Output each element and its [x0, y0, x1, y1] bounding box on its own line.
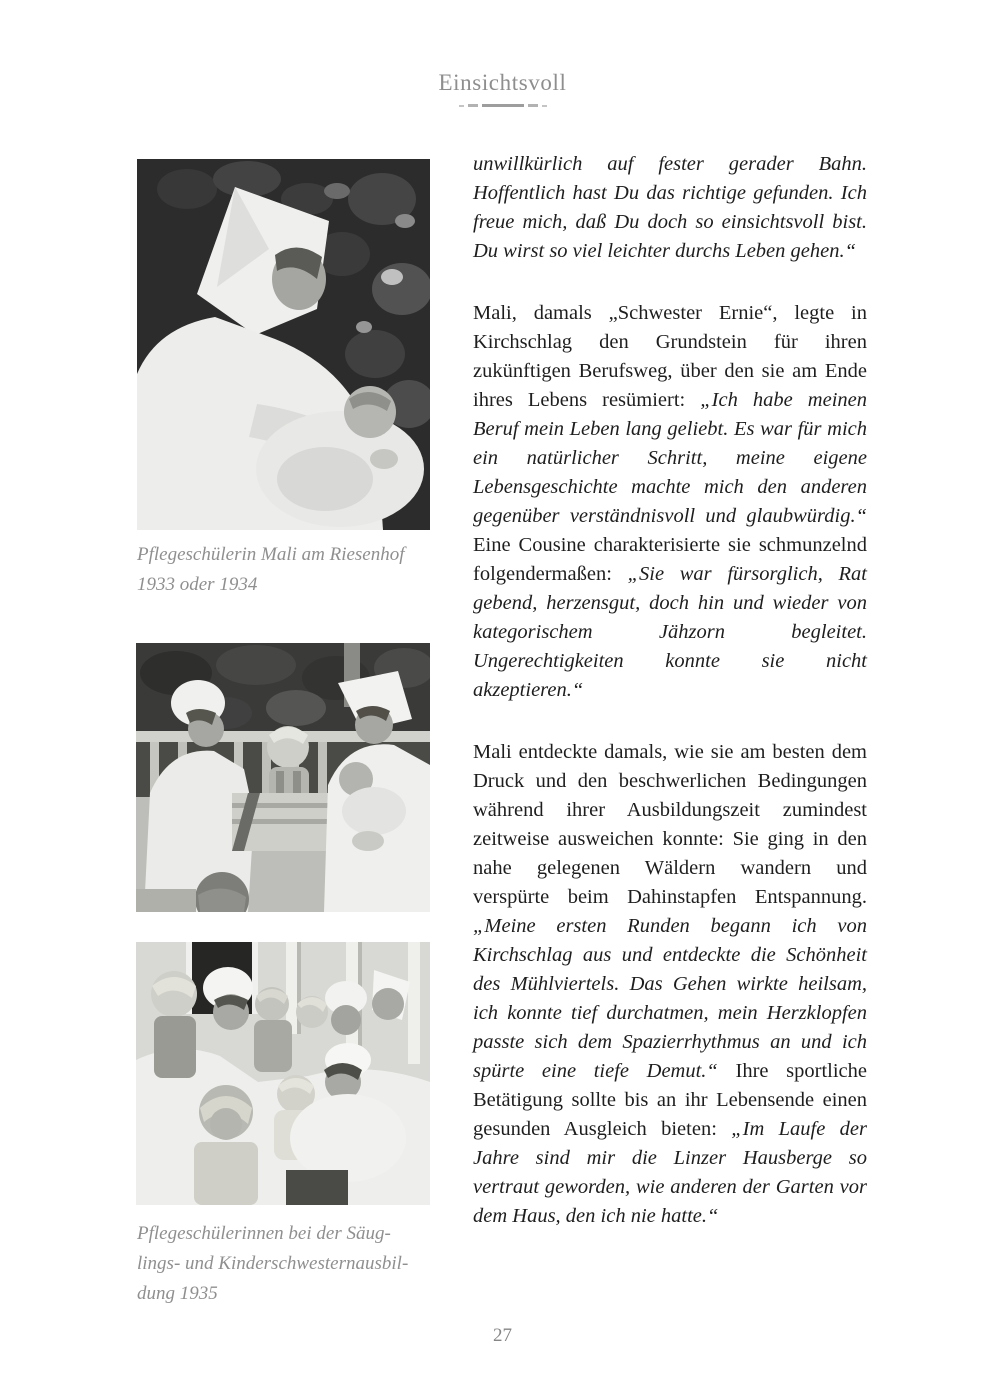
photo-nursing-students-group: [136, 942, 430, 1205]
caption-line: dung 1935: [137, 1283, 218, 1304]
quoted-text: „Ich habe meinen Beruf mein Leben lang geliebt. Es war für mich ein natürlicher Schritt, meine eigene Lebensgeschichte machte mich den anderen gegenüber verständnisvoll und glaubwürdig.“: [473, 389, 867, 527]
paragraph: [473, 299, 867, 705]
narrative-text: Mali entdeckte damals, wie sie am besten dem Druck und den beschwerlichen Bedingungen während ihrer Ausbildungszeit zumindest zeitweise ausweichen konnte: Sie ging in den nahe gelegenen Wäldern wandern und verspürte beim Dahinstapfen Entspannung.: [473, 741, 867, 908]
caption-line: lings- und Kinderschwesternausbil-: [137, 1253, 409, 1274]
paragraph: [473, 738, 867, 1231]
chapter-title: Einsichtsvoll: [438, 70, 567, 95]
caption-line: Pflegeschülerin Mali am Riesenhof: [137, 544, 405, 565]
page-number: 27: [493, 1325, 512, 1346]
photo-nurse-with-infant: [137, 159, 430, 530]
page-header: [137, 70, 868, 107]
photo-caption-2: [137, 1219, 437, 1309]
narrative-text: Mali, damals „Schwester Ernie“, legte in Kirchschlag den Grundstein für ihren zukünftigen Berufsweg, über den sie am Ende ihres Lebens resümiert:: [473, 302, 867, 411]
quoted-text: „Sie war fürsorglich, Rat gebend, herzensgut, doch hin und wieder von kategorischem Jähzorn begleitet. Ungerechtigkeiten konnte sie nicht akzeptieren.“: [473, 563, 867, 701]
caption-line: 1933 oder 1934: [137, 574, 258, 595]
quoted-text: „Meine ersten Runden begann ich von Kirchschlag aus und entdeckte die Schönheit des Mühlviertels. Das Gehen wirkte heilsam, ich konnte tief durchatmen, mein Herzklopfen passte sich dem Spazierrhythmus an und ich spürte eine tiefe Demut.“: [473, 915, 867, 1082]
caption-line: Pflegeschülerinnen bei der Säug-: [137, 1223, 391, 1244]
chapter-divider-ornament: [137, 104, 868, 107]
photo-nurses-on-veranda: [136, 643, 430, 912]
paragraph: [473, 150, 867, 266]
narrative-text: Eine Cousine charakterisierte sie schmunzelnd folgendermaßen:: [473, 534, 867, 585]
quoted-text: unwillkürlich auf fester gerader Bahn. Hoffentlich hast Du das richtige gefunden. Ich freue mich, daß Du doch so einsichtsvoll bist. Du wirst so viel leichter durchs Leben gehen.“: [473, 153, 867, 262]
narrative-text: Ihre sportliche Betätigung sollte bis an ihr Lebensende einen gesunden Ausgleich bieten:: [473, 1060, 868, 1140]
quoted-text: „Im Laufe der Jahre sind mir die Linzer Hausberge so vertraut geworden, wie anderen der Garten vor dem Haus, den ich nie hatte.“: [473, 1118, 867, 1227]
body-text: [473, 150, 867, 1231]
photo-caption-1: [137, 540, 437, 600]
